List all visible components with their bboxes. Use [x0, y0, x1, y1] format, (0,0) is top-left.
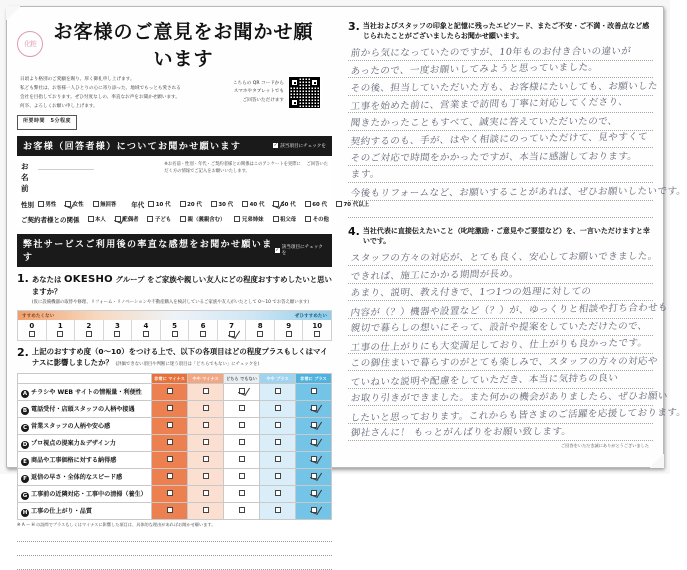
row-badge-icon: C [22, 424, 28, 431]
matrix-header-row [18, 373, 332, 384]
page-title: お客様のご意見をお聞かせ願います [53, 21, 314, 70]
matrix-col-strong-minus: 非常に マイナス [152, 373, 188, 384]
handwriting-line[interactable] [348, 319, 653, 337]
matrix-row-text: 営業スタッフの人柄や安心感 [31, 422, 111, 430]
nps-cell-1[interactable]: 1 [46, 320, 75, 340]
age-label: 年代 [131, 200, 145, 209]
q2-answer-line-2[interactable] [17, 559, 332, 570]
matrix-cell[interactable] [224, 401, 260, 418]
age-option-70plus[interactable]: 70 代以上 [336, 200, 369, 208]
qr-caption: こちらの QR コードから スマホやタブレットでも ご回答いただけます [232, 81, 284, 103]
q3-answer-area[interactable] [348, 43, 687, 218]
matrix-row-text: チラシや WEB サイトの情報量・利便性 [31, 388, 142, 396]
matrix-cell[interactable] [296, 469, 332, 486]
matrix-col-weak-minus: やや マイナス [188, 373, 224, 384]
q2-sub: (評価できない項目や判断に迷う項目は「どちらでもない」にチェックを) [115, 362, 260, 368]
gender-age-row [21, 200, 370, 209]
gender-option-female[interactable]: 女性 [65, 200, 83, 208]
table-row [18, 503, 332, 520]
survey-sheet [6, 6, 687, 528]
q2-answer-line-0[interactable] [17, 531, 332, 542]
lead-block [17, 76, 332, 130]
table-row [18, 401, 332, 418]
q4-number: 4. [348, 225, 360, 239]
matrix-row-label [18, 503, 152, 520]
q1-number: 1. [17, 271, 29, 285]
relation-option-other[interactable]: その他 [305, 215, 329, 223]
checkbox-hint-icon-2: ✓ [275, 247, 280, 253]
matrix-col-neutral: どちら でもない [224, 373, 260, 384]
matrix-cell[interactable] [188, 418, 224, 435]
form-header [17, 17, 332, 71]
matrix-cell[interactable] [152, 384, 188, 401]
row-badge-icon: G [22, 492, 28, 499]
matrix-row-label [18, 486, 152, 503]
nps-cell-10[interactable]: 10 [302, 320, 331, 340]
gender-option-noanswer[interactable]: 無回答 [93, 200, 117, 208]
age-option-30[interactable]: 30 代 [211, 200, 233, 208]
matrix-cell[interactable] [260, 418, 296, 435]
handwriting-line[interactable] [348, 301, 669, 319]
matrix-row-text: 商品や工事価格に対する納得感 [31, 456, 117, 464]
right-column [340, 7, 687, 467]
matrix-row-text: 工事前の近隣対応・工事中の清掃（養生） [31, 490, 147, 498]
matrix-cell[interactable] [152, 435, 188, 452]
nps-cell-2[interactable]: 2 [74, 320, 103, 340]
service-bar-note: ✓ 該当項目にチェックを [275, 245, 323, 257]
matrix-cell[interactable] [260, 435, 296, 452]
handwriting-text: そのご対応で時間をかかったですが、本当に感謝しております。 [350, 150, 638, 164]
duration-badge: 所要時間 5分程度 [17, 115, 77, 130]
matrix-cell[interactable] [296, 452, 332, 469]
service-section-bar [17, 234, 332, 267]
q2-text: 上記のおすすめ度（0〜10）をつける上で、以下の各項目はどの程度プラスもしくはマイナスに影響しましたか？ (評価できない項目や判断に迷う項目は「どちらでもない」にチェックを) [31, 347, 328, 368]
handwriting-text: したいと思っております。これからも皆さまのご活躍を応援しております。 [349, 406, 687, 424]
handwriting-line[interactable] [348, 96, 653, 114]
q4-answer-area[interactable] [348, 249, 687, 442]
handwriting-text: あったので、一度お願いしてみようと思っていました。 [350, 62, 599, 78]
handwriting-text: 今後もリフォームなど、お願いすることがあれば、ぜひお願いしたいです。 [350, 185, 687, 199]
gender-option-male[interactable]: 男性 [38, 200, 56, 208]
matrix-cell[interactable] [152, 418, 188, 435]
question-2 [17, 347, 332, 368]
nps-cell-4[interactable]: 4 [131, 320, 160, 340]
age-option-60[interactable]: 60 代 [305, 200, 327, 208]
relation-option-spouse[interactable]: 配偶者 [115, 215, 139, 223]
thank-you-note: ご回答をいただき誠にありがとうございました [561, 443, 649, 449]
matrix-cell[interactable] [152, 503, 188, 520]
matrix-cell[interactable] [296, 486, 332, 503]
q1-text: あなたは OKESHO グループ をご家族や親しい友人にどの程度おすすめしたいと思いますか？ (仮に設備機器の取替や修理、リフォーム・リノベーションや不動産購入を検討しているご家族や友人がいたとして 0〜10 でお答え願います) [31, 273, 332, 306]
handwriting-line[interactable] [348, 166, 653, 184]
matrix-cell[interactable] [152, 486, 188, 503]
handwriting-line[interactable] [348, 61, 653, 79]
question-1 [17, 273, 332, 307]
handwriting-text: あまり、説明、教え付きで、1つ1つの処理に対しての [350, 286, 592, 299]
lead-line-0: 日頃より格別のご愛顧を賜り、厚く御礼申し上げます。 [20, 77, 135, 82]
table-row [18, 452, 332, 469]
handwriting-line[interactable] [348, 266, 653, 284]
age-option-40[interactable]: 40 代 [242, 200, 264, 208]
matrix-cell[interactable] [188, 503, 224, 520]
matrix-cell[interactable] [260, 401, 296, 418]
nps-cell-3[interactable]: 3 [103, 320, 132, 340]
matrix-cell[interactable] [224, 486, 260, 503]
name-note: ※お名前・性別・年代・ご契約者様との関係はこのアンケートを実際に ご回答いただく方の情報でご記入をお願いいたします。 [164, 161, 328, 174]
matrix-cell[interactable] [188, 452, 224, 469]
relation-option-self[interactable]: 本人 [88, 215, 106, 223]
handwriting-line[interactable] [348, 183, 687, 201]
lead-line-3: 何卒、よろしくお願い申し上げます。 [20, 103, 98, 109]
matrix-cell[interactable] [224, 418, 260, 435]
handwriting-text: できれば、施工にかかる期間が長め。 [350, 268, 520, 283]
q3-number: 3. [348, 20, 360, 33]
lead-text [17, 76, 222, 130]
handwriting-text: 工事を始めた前に、営業まで訪問も丁寧に対応してくださり、 [349, 96, 629, 113]
matrix-corner [18, 373, 152, 384]
matrix-cell[interactable] [296, 503, 332, 520]
handwriting-text: お取り引きができました。また何かの機会がありましたら、ぜひお願い [350, 390, 669, 405]
q1-sub: (仮に設備機器の取替や修理、リフォーム・リノベーションや不動産購入を検討しているご家族や友人がいたとして 0〜10 でお答え願います) [31, 300, 310, 306]
handwriting-text: ます。 [350, 169, 381, 181]
nps-legend-right: ぜひすすめたい [294, 313, 327, 319]
matrix-cell[interactable] [296, 435, 332, 452]
relation-row [21, 215, 328, 224]
handwriting-text: その後、担当していただいた方も、お客様にたいしても、お願いした [350, 80, 659, 94]
nps-cell-8[interactable]: 8 [245, 320, 274, 340]
handwriting-text: 聞きたかったこともすべて、誠実に答えていただいたので、 [350, 115, 619, 129]
q1-brand: OKESHO [63, 273, 113, 285]
nps-scale [17, 310, 332, 341]
row-badge-icon: A [22, 390, 28, 397]
name-row [21, 161, 328, 194]
relation-option-sibling[interactable]: 兄弟姉妹 [234, 215, 263, 223]
handwriting-text: スタッフの方々の対応が、とても良く、安心してお願いできました。 [350, 250, 659, 265]
q3-text: 当社およびスタッフの印象と記憶に残ったエピソード、またご不安・ご不満・改善点など感じられたことがございましたらお聞かせ願います。 [362, 22, 650, 41]
relation-option-grandparent[interactable]: 祖父母 [273, 215, 297, 223]
matrix-cell[interactable] [260, 384, 296, 401]
row-badge-icon: B [22, 407, 28, 414]
age-option-20[interactable]: 20 代 [180, 200, 202, 208]
handwriting-text: 前から気になっていたのですが、10年ものお付き合いの違いが [350, 45, 632, 59]
qr-block [228, 76, 321, 109]
matrix-row-label [18, 452, 152, 469]
table-row [18, 418, 332, 435]
handwriting-text: 契約するのも、手が、はやく相談にのっていただけて、見やすくて [349, 131, 649, 148]
matrix-cell[interactable] [224, 452, 260, 469]
left-column [7, 7, 370, 528]
matrix-body [18, 384, 332, 520]
name-input[interactable] [38, 161, 94, 170]
respondent-section-bar [17, 136, 332, 156]
q4-text: 当社代表に直接伝えたいこと（叱咤激励・ご意見やご要望など）を、一言いただけますと幸いです。 [362, 227, 650, 246]
matrix-cell[interactable] [296, 401, 332, 418]
handwriting-line[interactable] [348, 406, 687, 424]
relation-option-child[interactable]: 子ども [147, 215, 171, 223]
nps-cell-6[interactable]: 6 [188, 320, 217, 340]
handwriting-line[interactable] [348, 43, 653, 61]
matrix-row-label [18, 418, 152, 435]
nps-legend-left: すすめたくない [22, 313, 55, 319]
handwriting-line[interactable] [348, 284, 653, 302]
handwriting-text: この御住まいで暮らすのがとても楽しみで、スタッフの方々の対応や [350, 355, 659, 370]
table-row [18, 435, 332, 452]
gender-label: 性別 [21, 200, 34, 209]
handwriting-text: 御社さんに！ もっとがんばりをお願い致します。 [350, 426, 573, 439]
handwriting-line[interactable] [348, 389, 669, 407]
matrix-cell[interactable] [152, 452, 188, 469]
matrix-row-label [18, 469, 152, 486]
handwriting-text: 内容が（？）機器や設置など（？）が、ゆっくりと相談や打ち合わせも [349, 301, 669, 319]
question-3 [348, 21, 653, 41]
matrix-cell[interactable] [296, 384, 332, 401]
row-badge-icon: E [21, 458, 29, 466]
matrix-col-strong-plus: 非常に プラス [296, 373, 332, 384]
handwriting-line[interactable] [348, 336, 653, 354]
handwriting-line[interactable] [348, 424, 653, 442]
matrix-cell[interactable] [296, 418, 332, 435]
matrix-note: ※ A 〜 H の設問でプラスもしくはマイナスに影響した項目は、具体的な理由があればお聞かせ願います。 [17, 522, 216, 528]
handwriting-line[interactable] [348, 354, 659, 372]
service-bar-title: 弊社サービスご利用後の率直な感想をお聞かせ願います [23, 240, 273, 264]
nps-cell-7[interactable]: 7 [217, 320, 246, 340]
matrix-row-label [18, 435, 152, 452]
question-4 [348, 226, 653, 246]
nps-cell-5[interactable]: 5 [160, 320, 189, 340]
matrix-cell[interactable] [224, 384, 260, 401]
q2-answer-line-1[interactable] [17, 545, 332, 556]
table-row [18, 384, 332, 401]
handwriting-line[interactable] [348, 371, 653, 389]
matrix-row-text: 電話受付・店頭スタッフの人柄や接遇 [31, 405, 135, 413]
lead-line-1: 私ども弊社は、お客様一人ひとりの心に寄り添った、地域でもっとも愛される [20, 85, 181, 91]
lead-line-2: 会社を目指しております。ぜひ忖度なしの、率直なお声をお聞かせ願います。 [20, 94, 180, 100]
matrix-row-label [18, 401, 152, 418]
matrix-cell[interactable] [260, 503, 296, 520]
checkbox-hint-icon: ✓ [273, 143, 278, 149]
respondent-bar-title: お客様（回答者様）についてお聞かせ願います [23, 142, 242, 153]
handwriting-line[interactable] [348, 131, 653, 149]
matrix-cell[interactable] [260, 469, 296, 486]
handwriting-line[interactable] [348, 201, 653, 219]
matrix-row-text: 返信の早さ・全体的なスピード感 [31, 473, 123, 481]
qr-code-icon[interactable] [288, 76, 321, 109]
matrix-cell[interactable] [224, 469, 260, 486]
table-row [18, 469, 332, 486]
matrix-cell[interactable] [188, 486, 224, 503]
nps-cells [18, 320, 331, 340]
q2-number: 2. [17, 346, 29, 360]
respondent-fields [17, 156, 370, 228]
handwriting-line[interactable] [348, 148, 653, 166]
nps-scale-legend [18, 311, 331, 320]
matrix-cell[interactable] [224, 435, 260, 452]
matrix-cell[interactable] [260, 486, 296, 503]
respondent-bar-note: ✓ 該当項目にチェックを [273, 143, 326, 149]
handwriting-text: 親切で暮らしの想いにそって、設計や提案をしていただけたので、 [350, 321, 649, 335]
table-row [18, 486, 332, 503]
matrix-cell[interactable] [188, 435, 224, 452]
matrix-row-label [18, 384, 152, 401]
matrix-cell[interactable] [188, 384, 224, 401]
matrix-row-text: 工事の仕上がり・品質 [31, 507, 92, 515]
nps-cell-0[interactable]: 0 [18, 320, 46, 340]
age-option-10[interactable]: 10 代 [148, 200, 170, 208]
matrix-cell[interactable] [188, 469, 224, 486]
relation-label: ご契約者様との関係 [21, 215, 80, 224]
matrix-cell[interactable] [224, 503, 260, 520]
matrix-cell[interactable] [152, 469, 188, 486]
handwriting-text: 工事の仕上がりにも大変満足しており、仕上がりも良かったです。 [349, 336, 648, 354]
company-stamp-icon: 化粧 [17, 31, 43, 57]
row-badge-icon: D [22, 441, 28, 448]
matrix-cell[interactable] [152, 401, 188, 418]
handwriting-line[interactable] [348, 249, 659, 267]
matrix-cell[interactable] [260, 452, 296, 469]
matrix-cell[interactable] [188, 401, 224, 418]
impact-matrix [17, 373, 332, 521]
matrix-col-weak-plus: やや プラス [260, 373, 296, 384]
age-option-50[interactable]: 50 代 [273, 200, 295, 208]
row-badge-icon: H [22, 509, 28, 516]
matrix-row-text: プロ視点の提案力＆デザイン力 [31, 439, 116, 447]
relation-option-parent[interactable]: 親（義親含む） [180, 215, 225, 223]
handwriting-text: ていねいな説明や配慮をしていただき、本当に気持ちの良い [349, 372, 619, 388]
row-badge-icon: F [21, 475, 29, 483]
name-label: お名前 [21, 161, 29, 193]
nps-cell-9[interactable]: 9 [274, 320, 303, 340]
